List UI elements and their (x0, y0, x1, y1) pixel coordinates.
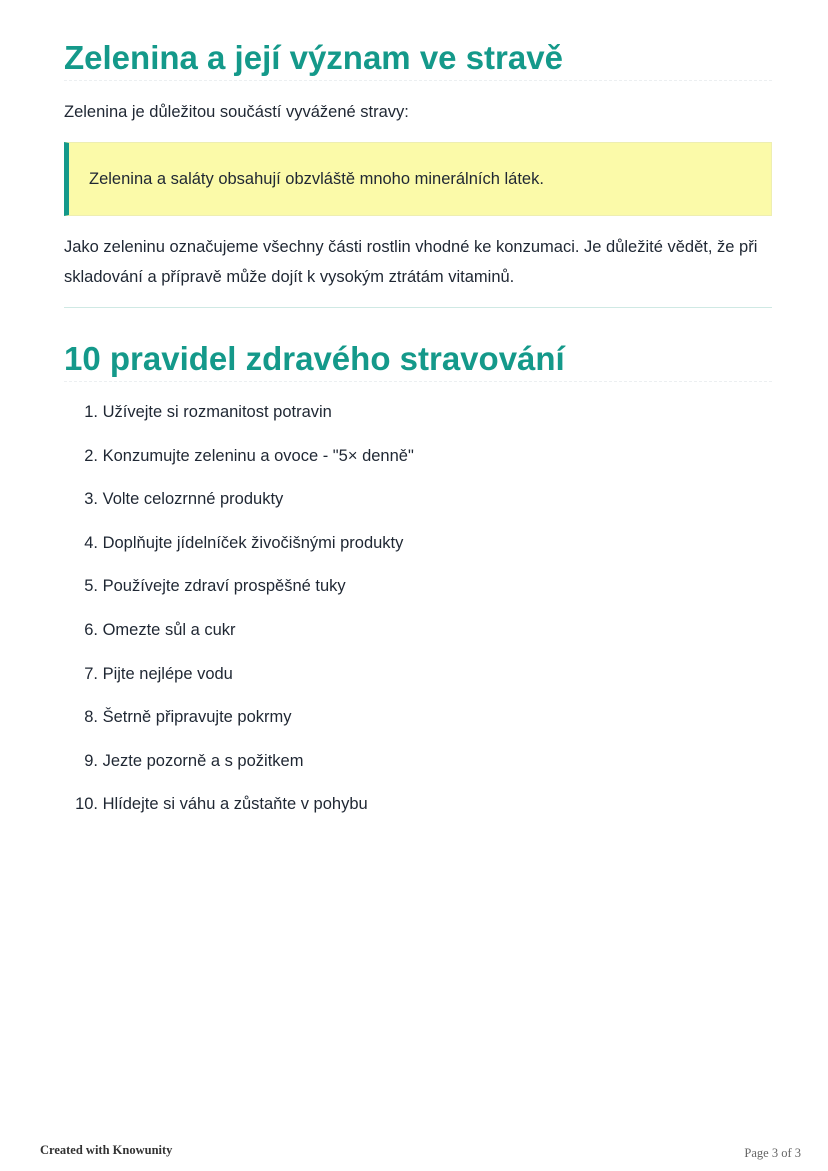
list-item-number: 3. (84, 490, 98, 509)
section-heading-vegetables: Zelenina a její význam ve stravě (64, 38, 772, 81)
list-item-text: Volte celozrnné produkty (102, 490, 284, 509)
list-item-text: Jezte pozorně a s požitkem (102, 751, 304, 770)
callout-box (64, 142, 772, 216)
body-paragraph: Jako zeleninu označujeme všechny části rostlin vhodné ke konzumaci. Je důležité vědět, že při skladování a přípravě může dojít k vysokým ztrátám vitaminů. (64, 238, 758, 286)
list-item (64, 658, 414, 702)
list-item-number: 5. (84, 577, 98, 596)
list-item (64, 527, 414, 571)
list-item-text: Omezte sůl a cukr (102, 620, 236, 639)
list-item-text: Doplňujte jídelníček živočišnými produkty (102, 533, 404, 552)
rules-list (64, 396, 414, 832)
list-item (64, 701, 414, 745)
list-item (64, 440, 414, 484)
list-item (64, 483, 414, 527)
list-item-text: Pijte nejlépe vodu (102, 664, 233, 683)
section-divider (64, 307, 772, 308)
footer-created-with: Created with Knowunity (40, 1143, 173, 1157)
list-item (64, 396, 414, 440)
list-item-number: 7. (84, 664, 98, 683)
list-item (64, 570, 414, 614)
list-item-number: 2. (84, 446, 98, 465)
section-heading-rules: 10 pravidel zdravého stravování (64, 339, 772, 382)
list-item-text: Používejte zdraví prospěšné tuky (102, 577, 346, 596)
callout-text: Zelenina a saláty obsahují obzvláště mnoho minerálních látek. (89, 169, 544, 188)
list-item (64, 788, 414, 832)
list-item-text: Užívejte si rozmanitost potravin (102, 403, 332, 421)
intro-text: Zelenina je důležitou součástí vyvážené stravy: (64, 103, 409, 121)
footer-page-number: Page 3 of 3 (744, 1146, 801, 1160)
list-item-number: 9. (84, 751, 98, 770)
list-item-number: 10. (75, 795, 98, 814)
list-item-number: 8. (84, 708, 98, 727)
list-item-number: 6. (84, 620, 98, 639)
list-item (64, 745, 414, 789)
list-item-text: Hlídejte si váhu a zůstaňte v pohybu (102, 795, 368, 814)
list-item-text: Konzumujte zeleninu a ovoce - "5× denně" (102, 446, 414, 465)
list-item-text: Šetrně připravujte pokrmy (102, 708, 292, 727)
list-item (64, 614, 414, 658)
list-item-number: 1. (84, 403, 98, 421)
list-item-number: 4. (84, 533, 98, 552)
